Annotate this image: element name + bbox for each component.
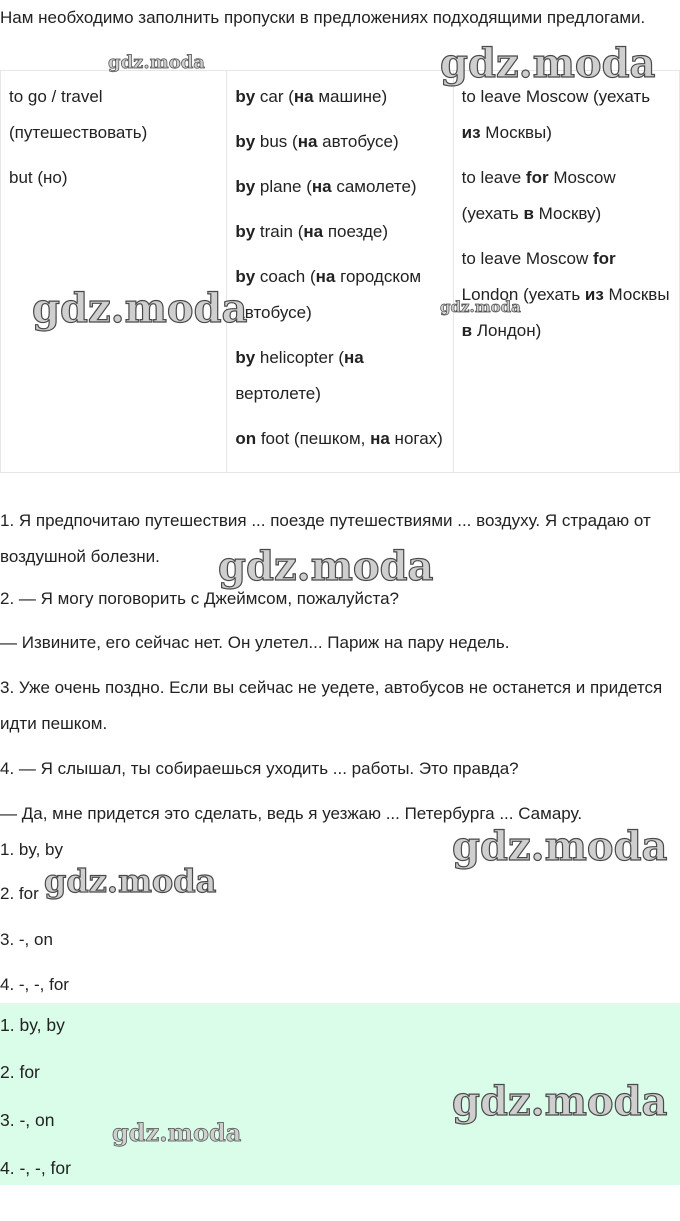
- task-4-question: 4. — Я слышал, ты собираешься уходить ... работы. Это правда?: [0, 759, 519, 778]
- task-3: 3. Уже очень поздно. Если вы сейчас не уедете, автобусов не останется и придется идти пешком.: [0, 678, 663, 733]
- table-column-leave: [453, 71, 679, 473]
- table-entry: but (но): [9, 168, 68, 187]
- table-entry: by coach (на городском автобусе): [235, 267, 422, 322]
- answer-line: 4. -, -, for: [0, 975, 69, 994]
- table-entry: to leave Moscow (уехать из Москвы): [461, 87, 651, 142]
- table-column-transport: [227, 71, 453, 473]
- answer-line: 3. -, on: [0, 930, 53, 949]
- watermark: gdz.moda: [452, 1078, 668, 1125]
- task-2-question: 2. — Я могу поговорить с Джеймсом, пожалуйста?: [0, 589, 399, 608]
- table-entry: by train (на поезде): [235, 222, 389, 241]
- answer-box-line: 1. by, by: [0, 1015, 65, 1035]
- table-entry: to leave for Moscow (уехать в Москву): [461, 168, 616, 223]
- watermark: gdz.moda: [108, 52, 205, 73]
- answer-box-line: 3. -, on: [0, 1110, 55, 1130]
- table-entry: on foot (пешком, на ногах): [235, 429, 443, 448]
- watermark: gdz.moda: [452, 823, 668, 870]
- watermark: gdz.moda: [440, 40, 656, 87]
- watermark: gdz.moda: [44, 862, 217, 900]
- table-entry: by plane (на самолете): [235, 177, 417, 196]
- table-entry: to leave Moscow for London (уехать из Москвы в Лондон): [461, 249, 670, 340]
- table-entry: to go / travel (путешествовать): [9, 87, 148, 142]
- answer-line: 1. by, by: [0, 840, 63, 859]
- table-column-verbs: [1, 71, 227, 473]
- table-entry: by bus (на автобусе): [235, 132, 399, 151]
- table-entry: by helicopter (на вертолете): [235, 348, 364, 403]
- task-1: 1. Я предпочитаю путешествия ... поезде путешествиями ... воздуху. Я страдаю от воздушной болезни.: [0, 511, 651, 566]
- watermark: gdz.moda: [112, 1118, 242, 1147]
- task-4-reply: — Да, мне придется это сделать, ведь я уезжаю ... Петербурга ... Самару.: [0, 804, 583, 823]
- table-entry: by car (на машине): [235, 87, 388, 106]
- watermark: gdz.moda: [440, 298, 521, 316]
- intro-text: Нам необходимо заполнить пропуски в предложениях подходящими предлогами.: [0, 8, 646, 27]
- answer-line: 2. for: [0, 884, 39, 903]
- answer-box-line: 4. -, -, for: [0, 1158, 71, 1178]
- watermark: gdz.moda: [218, 543, 434, 590]
- answer-box: [0, 1003, 680, 1185]
- watermark: gdz.moda: [32, 285, 248, 332]
- answer-box-line: 2. for: [0, 1062, 40, 1082]
- task-2-reply: — Извините, его сейчас нет. Он улетел... Париж на пару недель.: [0, 633, 510, 652]
- reference-table: [0, 70, 680, 473]
